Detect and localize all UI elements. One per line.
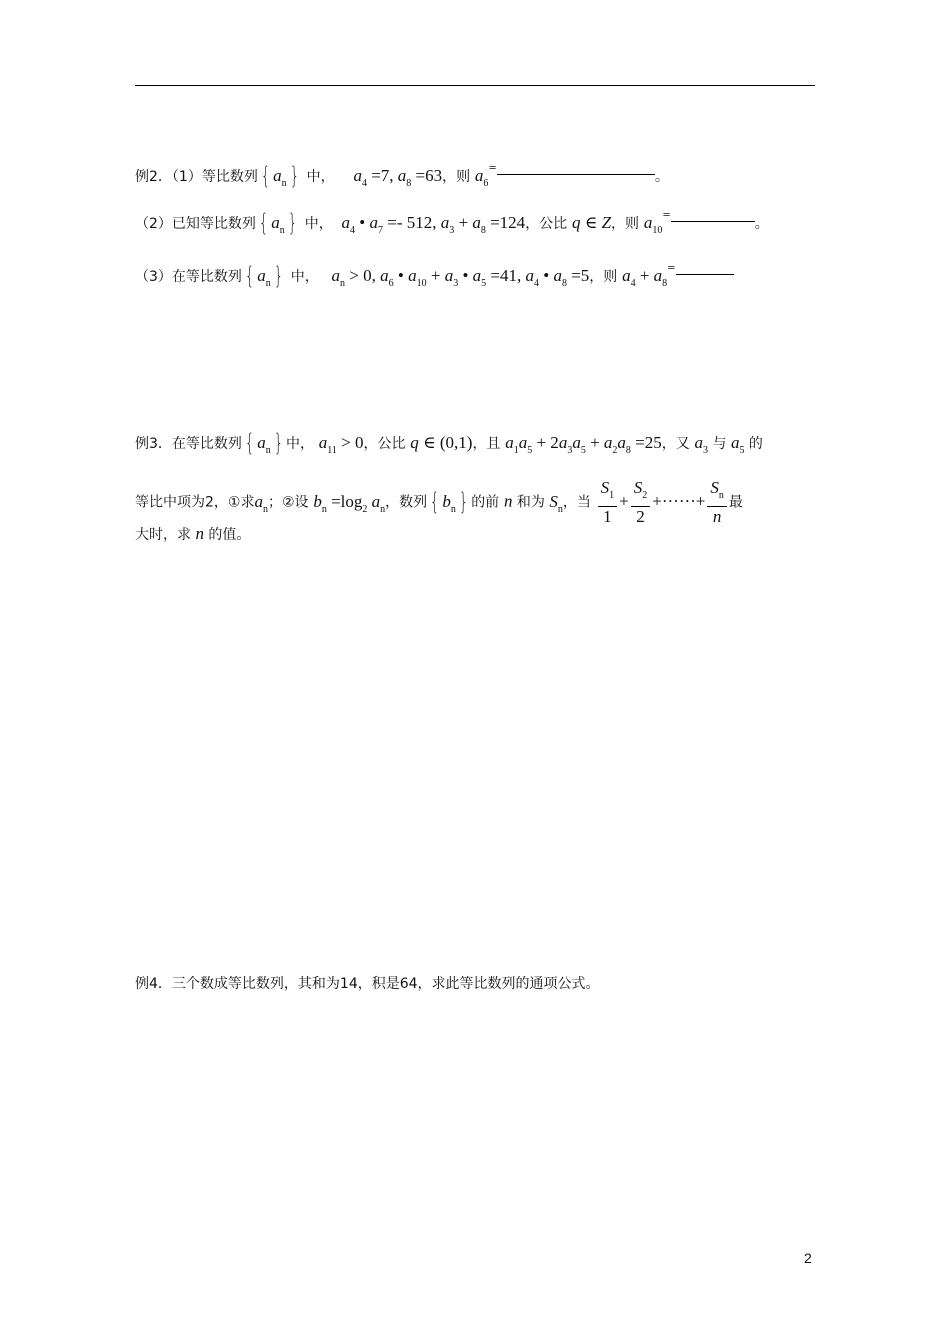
ex2-p3-mid: 中， <box>290 269 319 285</box>
ex3-bn-def: $b_n =\log_2$ $a_n$ <box>313 491 386 515</box>
ex3-cond4: $a_3$ <box>694 433 709 456</box>
fraction-s1: $\frac{S_1}{1}$ <box>598 478 618 527</box>
ex2-p1-ask: $a_6$ <box>474 166 489 189</box>
ex2-part2-line: （2）已知等比数列 { $a_n$ } 中， $a_4$ • $a_7 =- 512$, $a_3 + a_8 =124$，公比 q ∈ Z，则 $a_{10}^=$。 <box>135 209 769 237</box>
ex4-line <box>135 972 600 995</box>
fraction-s2: $\frac{S_2}{2}$ <box>631 478 651 527</box>
ex2-part3-line: （3）在等比数列 { $a_n$ } 中， $a_n > 0$, $a_6$ • $a_{10} + a_3$ • $a_5 =41$, $a_4$ • $a_8 =5$，则 $a_4 + a_8^=$ <box>135 258 734 295</box>
ex3-line1: 例3．在等比数列 { $a_n$ } 中， $a_{11} > 0$，公比 q ∈ (0,1)，且 $a_1a_5 + 2a_3a_5 + a_2a_8 =25$，又 $a_3$ 与 $a_5$ 的 <box>135 429 763 457</box>
ex2-label: 例2．（1）等比数列 <box>135 169 258 185</box>
ex2-p3-cond: $a_n > 0$, $a_6$ • $a_{10} + a_3$ • $a_5 =41$, $a_4$ • $a_8 =5$ <box>331 266 590 289</box>
ex2-p2-ask: $a_{10}$ <box>643 213 663 236</box>
ex3-cond1: $a_{11} > 0$ <box>318 433 364 456</box>
header-rule <box>135 85 815 86</box>
ex3-line2-a: 等比中项为2，①求 <box>135 494 255 511</box>
ex2-p3-label: （3）在等比数列 <box>135 269 242 285</box>
ex3-line3-text: 大时，求 <box>135 527 196 543</box>
ex2-p2-q: q ∈ Z <box>571 213 612 232</box>
answer-blank[interactable] <box>497 174 655 175</box>
page-number: 2 <box>804 1250 812 1266</box>
ex4-text: 例4．三个数成等比数列，其和为14，积是64，求此等比数列的通项公式。 <box>135 976 600 992</box>
ex2-p2-label: （2）已知等比数列 <box>135 216 256 232</box>
answer-blank[interactable] <box>671 221 755 222</box>
ex2-p2-cond: $a_4$ • $a_7 =- 512$, $a_3 + a_8 =124$ <box>341 213 526 236</box>
ex3-line3: 大时，求 n 的值。 <box>135 524 251 543</box>
fraction-sn: $\frac{S_n}{n}$ <box>707 478 727 527</box>
ex2-part1-line: 例2．（1）等比数列 { $a_n$ } 中， $a_4 =7$, $a_8 =63$，则 $a_6^=$。 <box>135 162 669 190</box>
ex3-cond2: q ∈ (0,1) <box>410 433 473 452</box>
ex2-p2-mid: 中， <box>304 216 333 232</box>
ex3-cond3: $a_1a_5 + 2a_3a_5 + a_2a_8 =25$ <box>505 433 662 456</box>
ex3-label: 例3．在等比数列 <box>135 436 242 452</box>
ex2-p3-ask: $a_4 + a_8$ <box>622 266 668 289</box>
ex2-p1-mid: 中， <box>306 169 335 185</box>
ex3-line2: 等比中项为2，①求$a_n$；②设 $b_n =\log_2$ $a_n$，数列 { $b_n$ } 的前 n 和为 $S_n$，当 $\frac{S_1}{1}$ + $\frac{S_2}{2}$ +······+ $\frac{S_n}{n}$ 最 <box>135 478 743 526</box>
answer-blank[interactable] <box>676 274 734 275</box>
ex2-p1-cond: $a_4 =7$, $a_8 =63$ <box>353 166 443 189</box>
